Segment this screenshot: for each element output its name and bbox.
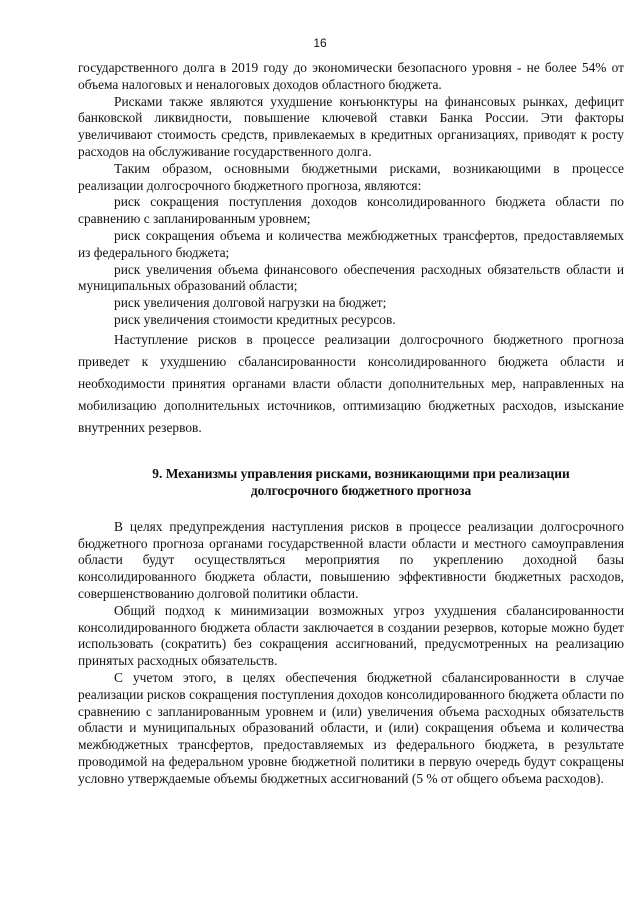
paragraph: Таким образом, основными бюджетными рисками, возникающими в процессе реализации долгосрочного бюджетного прогноза, являются: bbox=[78, 160, 624, 193]
page-number: 16 bbox=[313, 36, 327, 50]
paragraph: В целях предупреждения наступления рисков в процессе реализации долгосрочного бюджетного прогноза органами государственной власти области и местного самоуправления области будут осуществляться мероприятия по укреплению доходной базы консолидированного бюджета области, повышению эффективности бюджетных расходов, совершенствованию долговой политики области. bbox=[78, 518, 624, 601]
paragraph: государственного долга в 2019 году до экономически безопасного уровня - не более 54% от объема налоговых и неналоговых доходов областного бюджета. bbox=[78, 60, 624, 92]
list-item: риск увеличения долговой нагрузки на бюджет; bbox=[114, 295, 387, 311]
paragraph: С учетом этого, в целях обеспечения бюджетной сбалансированности в случае реализации рисков сокращения поступления доходов консолидированного бюджета области по сравнению с запланированным уровнем и (или) увеличения объема расходных обязательств области и муниципальных образований области, и (или) сокращения объема и количества межбюджетных трансфертов, предоставляемых из федерального бюджета, в результате проводимой на федеральном уровне бюджетной политики в первую очередь будут сокращены условно утверждаемые объемы бюджетных ассигнований (5 % от общего объема расходов). bbox=[78, 669, 624, 786]
list-item: риск сокращения объема и количества межбюджетных трансфертов, предоставляемых из федерального бюджета; bbox=[78, 227, 624, 260]
paragraph: Общий подход к минимизации возможных угроз ухудшения сбалансированности консолидированного бюджета области заключается в создании резервов, которые можно будет использовать (сократить) без сокращения ассигнований, предусмотренных на реализацию принятых расходных обязательств. bbox=[78, 602, 624, 669]
section-heading-line: 9. Механизмы управления рисками, возникающими при реализации bbox=[152, 465, 570, 481]
section-heading bbox=[78, 465, 624, 499]
list-item: риск увеличения объема финансового обеспечения расходных обязательств области и муниципальных образований области; bbox=[78, 261, 624, 294]
document-body bbox=[78, 60, 624, 788]
list-item: риск увеличения стоимости кредитных ресурсов. bbox=[114, 311, 396, 327]
list-item: риск сокращения поступления доходов консолидированного бюджета области по сравнению с запланированным уровнем; bbox=[78, 194, 624, 227]
paragraph: Рисками также являются ухудшение конъюнктуры на финансовых рынках, дефицит банковской ликвидности, повышение ключевой ставки Банка России. Эти факторы увеличивают стоимость средств, привлекаемых в кредитных организациях, приводят к росту расходов на обслуживание государственного долга. bbox=[78, 93, 624, 159]
paragraph: Наступление рисков в процессе реализации долгосрочного бюджетного прогноза приведет к ухудшению сбалансированности консолидированного бюджета области и необходимости принятия органами власти области дополнительных мер, направленных на мобилизацию дополнительных источников, оптимизацию бюджетных расходов, изыскание внутренних резервов. bbox=[78, 331, 624, 435]
section-heading-line: долгосрочного бюджетного прогноза bbox=[250, 482, 472, 498]
